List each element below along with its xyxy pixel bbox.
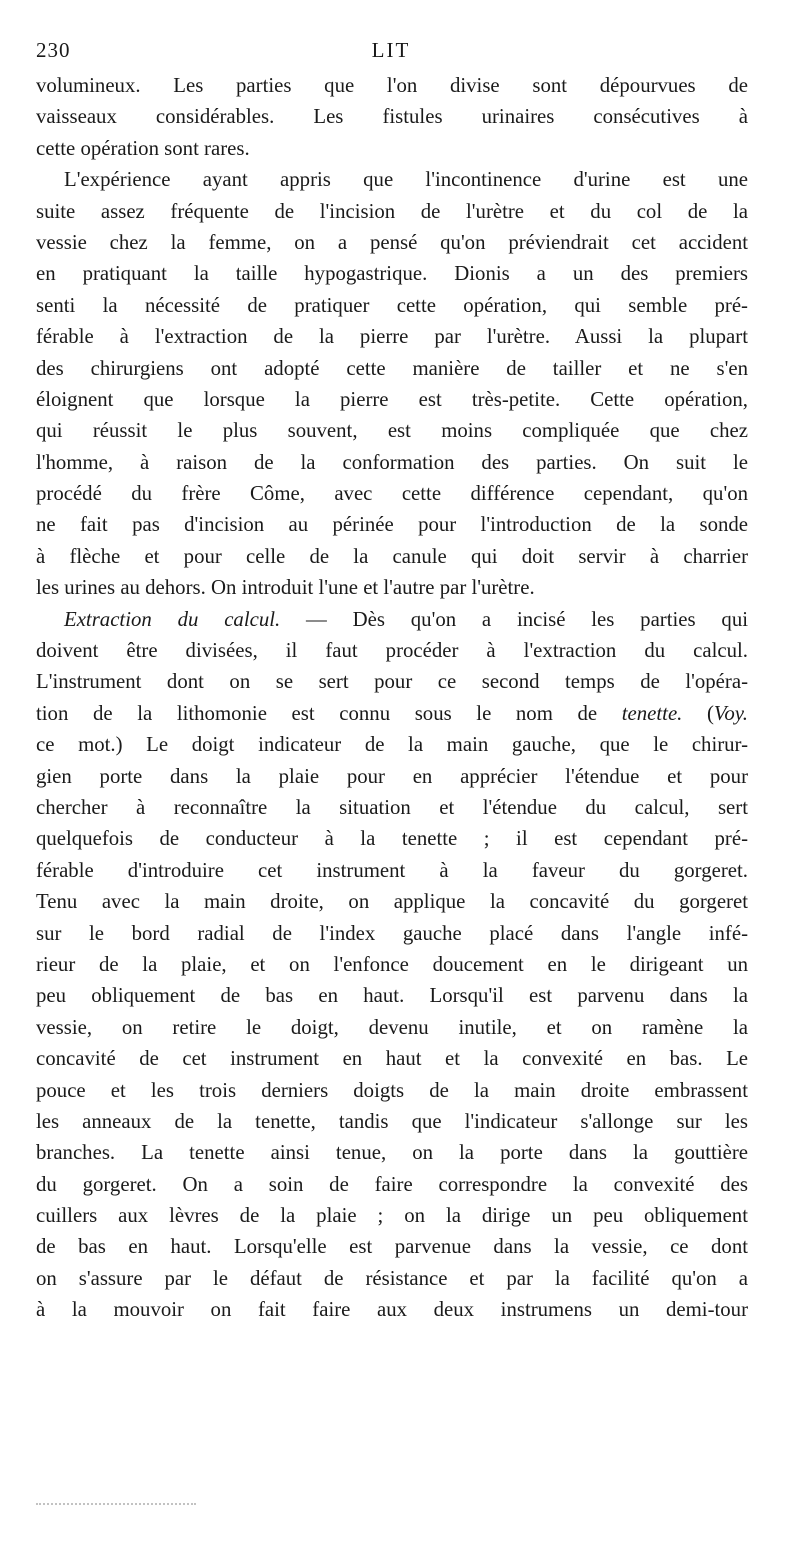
text-line: ce mot.) Le doigt indicateur de la main gauche, que le chirur- — [36, 733, 748, 757]
text-line: vaisseaux considérables. Les fistules urinaires consécutives à — [36, 105, 748, 129]
text-line: les anneaux de la tenette, tandis que l'indicateur s'allonge sur les — [36, 1109, 748, 1133]
text-segment: tion de la lithomonie est connu sous le nom de — [36, 701, 622, 725]
tenette-term: tenette. — [621, 701, 683, 725]
running-head — [36, 34, 746, 66]
text-line: L'expérience ayant appris que l'incontinence d'urine est une — [64, 168, 748, 192]
text-line: gien porte dans la plaie pour en apprécier l'étendue et pour — [36, 764, 748, 788]
text-line: chercher à reconnaître la situation et l'étendue du calcul, sert — [36, 795, 748, 819]
text-line: éloignent que lorsque la pierre est très-petite. Cette opération, — [36, 387, 748, 411]
text-line: suite assez fréquente de l'incision de l'urètre et du col de la — [36, 199, 748, 223]
text-line: senti la nécessité de pratiquer cette opération, qui semble pré- — [36, 293, 748, 317]
body-text — [36, 70, 748, 1326]
page-number: 230 — [36, 38, 71, 62]
text-line-tenette — [36, 698, 748, 729]
running-title: LIT — [371, 38, 411, 62]
text-line: peu obliquement de bas en haut. Lorsqu'il est parvenu dans la — [36, 984, 748, 1008]
text-line: les urines au dehors. On introduit l'une et l'autre par l'urètre. — [36, 576, 535, 600]
text-line: du gorgeret. On a soin de faire correspondre la convexité des — [36, 1172, 748, 1196]
text-line: l'homme, à raison de la conformation des parties. On suit le — [36, 450, 748, 474]
section-subhead-rest: — Dès qu'on a incisé les parties qui — [280, 607, 748, 631]
text-line: des chirurgiens ont adopté cette manière de tailler et ne s'en — [36, 356, 748, 380]
text-line: férable à l'extraction de la pierre par l'urètre. Aussi la plupart — [36, 325, 748, 349]
text-line: cuillers aux lèvres de la plaie ; on la dirige un peu obliquement — [36, 1204, 748, 1228]
bottom-ornament-rule — [36, 1503, 196, 1505]
text-line: qui réussit le plus souvent, est moins compliquée que chez — [36, 419, 748, 443]
text-line: on s'assure par le défaut de résistance et par la facilité qu'on a — [36, 1266, 748, 1290]
text-line: procédé du frère Côme, avec cette différence cependant, qu'on — [36, 482, 748, 506]
section-subhead-line — [36, 604, 748, 635]
text-line: cette opération sont rares. — [36, 136, 250, 160]
text-line: de bas en haut. Lorsqu'elle est parvenue dans la vessie, ce dont — [36, 1235, 748, 1259]
text-line: sur le bord radial de l'index gauche placé dans l'angle infé- — [36, 921, 748, 945]
text-line: à la mouvoir on fait faire aux deux instrumens un demi-tour — [36, 1298, 748, 1322]
text-line: pouce et les trois derniers doigts de la main droite embrassent — [36, 1078, 748, 1102]
text-line: à flèche et pour celle de la canule qui doit servir à charrier — [36, 544, 748, 568]
text-line: quelquefois de conducteur à la tenette ; il est cependant pré- — [36, 827, 748, 851]
text-segment: ( — [682, 701, 714, 725]
text-line: vessie chez la femme, on a pensé qu'on préviendrait cet accident — [36, 230, 748, 254]
section-subhead-title: Extraction du calcul. — [64, 607, 281, 631]
text-line: en pratiquant la taille hypogastrique. Dionis a un des premiers — [36, 262, 748, 286]
text-line: Tenu avec la main droite, on applique la concavité du gorgeret — [36, 890, 748, 914]
text-line: L'instrument dont on se sert pour ce second temps de l'opéra- — [36, 670, 748, 694]
text-line: branches. La tenette ainsi tenue, on la porte dans la gouttière — [36, 1141, 748, 1165]
text-line: concavité de cet instrument en haut et la convexité en bas. Le — [36, 1047, 748, 1071]
text-line: volumineux. Les parties que l'on divise sont dépourvues de — [36, 74, 748, 97]
text-line: ne fait pas d'incision au périnée pour l'introduction de la sonde — [36, 513, 748, 537]
text-line: doivent être divisées, il faut procéder à l'extraction du calcul. — [36, 639, 748, 663]
text-line: rieur de la plaie, et on l'enfonce doucement en le dirigeant un — [36, 952, 748, 976]
text-line: vessie, on retire le doigt, devenu inutile, et on ramène la — [36, 1015, 748, 1039]
text-line: férable d'introduire cet instrument à la faveur du gorgeret. — [36, 858, 748, 882]
voy-reference: Voy. — [713, 701, 749, 725]
